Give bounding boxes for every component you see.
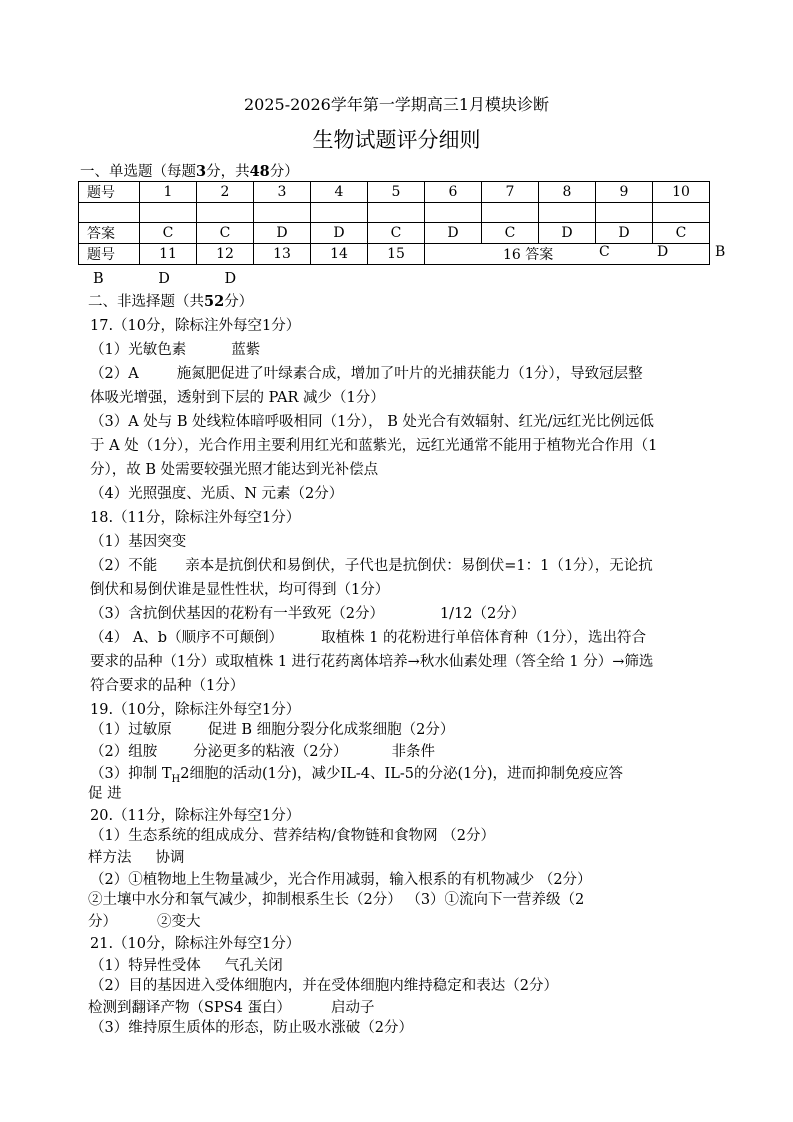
table-cell: [368, 203, 425, 223]
q17-part3-cont2: 分），故 B 处需要较强光照才能达到光补偿点: [90, 462, 379, 478]
subject-title: 生物试题评分细则: [312, 128, 481, 152]
q16-answer: C: [599, 244, 610, 260]
table-cell: 9: [596, 182, 653, 203]
table-cell: 题号: [79, 244, 140, 265]
table-cell: [539, 203, 596, 223]
overflow-answer: B: [93, 271, 104, 287]
q18-part4: （4） A、b（顺序不可颠倒） 取植株 1 的花粉进行单倍体育种（1分），选出符合: [90, 630, 647, 646]
q17-heading: 17.（10分，除标注外每空1分）: [90, 318, 301, 334]
table-cell: [79, 203, 140, 223]
overflow-answer: D: [224, 271, 237, 287]
table-cell: 12: [197, 244, 254, 265]
q16-label: 16 答案: [503, 247, 554, 263]
table-cell: [254, 203, 311, 223]
answer-table: [78, 181, 726, 265]
table-cell: [482, 203, 539, 223]
table-cell: 3: [254, 182, 311, 203]
table-row: [79, 182, 710, 203]
table-cell: C: [197, 223, 254, 244]
table-cell: C: [140, 223, 197, 244]
table-cell: D: [596, 223, 653, 244]
q18-part2: （2）不能 亲本是抗倒伏和易倒伏，子代也是抗倒伏：易倒伏=1：1（1分），无论抗: [90, 558, 653, 574]
q21-part3: （3）维持原生质体的形态，防止吸水涨破（2分）: [90, 1020, 413, 1036]
q18-part3: （3）含抗倒伏基因的花粉有一半致死（2分） 1/12（2分）: [90, 606, 526, 622]
table-cell-merged: [425, 244, 726, 265]
table-cell: 7: [482, 182, 539, 203]
table-cell: D: [254, 223, 311, 244]
q20-part1-cont: 样方法 协调: [88, 850, 185, 866]
q17-part1: （1）光敏色素 蓝紫: [90, 342, 261, 358]
table-cell: 题号: [79, 182, 140, 203]
table-cell: [197, 203, 254, 223]
table-cell: 13: [254, 244, 311, 265]
q20-part2: （2）①植物地上生物量减少，光合作用减弱，输入根系的有机物减少 （2分）: [90, 872, 592, 888]
q18-answer: B: [715, 244, 726, 260]
q17-part2-cont: 体吸光增强，透射到下层的 PAR 减少（1分）: [90, 390, 385, 406]
q19-part3: （3）抑制 $T_H2$细胞的活动(1分)，减少IL-4、IL-5的分泌(1分)，进而抑制免疫应答: [90, 766, 624, 785]
q20-part1: （1）生态系统的组成成分、营养结构/食物链和食物网 （2分）: [90, 828, 495, 844]
table-cell: C: [482, 223, 539, 244]
table-cell: [596, 203, 653, 223]
table-overflow-answers: [93, 269, 236, 289]
section1-heading: 一、单选题（每题3分，共48分）: [80, 163, 299, 180]
q21-heading: 21.（10分，除标注外每空1分）: [90, 936, 301, 952]
table-row: [79, 244, 710, 265]
table-row: [79, 223, 710, 244]
q19-part2: （2）组胺 分泌更多的粘液（2分） 非条件: [90, 744, 435, 760]
q17-part3-cont: 于 A 处（1分），光合作用主要利用红光和蓝紫光，远红光通常不能用于植物光合作用（1: [90, 438, 658, 454]
table-cell: [140, 203, 197, 223]
table-cell: 2: [197, 182, 254, 203]
table-cell: D: [311, 223, 368, 244]
table-cell: D: [425, 223, 482, 244]
table-cell: [425, 203, 482, 223]
table-cell: 答案: [79, 223, 140, 244]
table-row: [79, 203, 710, 223]
q18-heading: 18.（11分，除标注外每空1分）: [90, 510, 301, 526]
table-cell: 5: [368, 182, 425, 203]
q18-part2-cont: 倒伏和易倒伏谁是显性性状，均可得到（1分）: [90, 582, 390, 598]
q18-part1: （1）基因突变: [90, 534, 187, 550]
overflow-answer: D: [158, 271, 170, 287]
q20-part2-cont2: 分） ②变大: [88, 914, 201, 930]
q17-part4: （4）光照强度、光质、N 元素（2分）: [90, 486, 344, 502]
q17-part3: （3）A 处与 B 处线粒体暗呼吸相同（1分）， B 处光合有效辐射、红光/远红光比例远低: [90, 414, 654, 430]
table-cell: 15: [368, 244, 425, 265]
q20-part2-cont: ②土壤中水分和氧气减少，抑制根系生长（2分） （3）①流向下一营养级（2: [88, 892, 585, 908]
section2-heading: 二、非选择题（共52分）: [88, 293, 254, 310]
table-cell: 1: [140, 182, 197, 203]
table-cell: C: [368, 223, 425, 244]
table-cell: 10: [653, 182, 710, 203]
q17-answer: D: [657, 244, 669, 260]
q21-part2: （2）目的基因进入受体细胞内，并在受体细胞内维持稳定和表达（2分）: [90, 978, 558, 994]
table-cell: D: [539, 223, 596, 244]
q19-part1: （1）过敏原 促进 B 细胞分裂分化成浆细胞（2分）: [90, 722, 455, 738]
exam-title: 2025-2026学年第一学期高三1月模块诊断: [243, 95, 550, 114]
table-cell: [653, 203, 710, 223]
q18-part4-cont: 要求的品种（1分）或取植株 1 进行花药离体培养→秋水仙素处理（答全给 1 分）→筛选: [90, 654, 654, 670]
table-cell: C: [653, 223, 710, 244]
q21-part1: （1）特异性受体 气孔关闭: [90, 958, 283, 974]
q18-part4-cont2: 符合要求的品种（1分）: [90, 678, 245, 694]
q17-part2: （2）A 施氮肥促进了叶绿素合成，增加了叶片的光捕获能力（1分），导致冠层整: [90, 366, 643, 382]
table-cell: 11: [140, 244, 197, 265]
q20-heading: 20.（11分，除标注外每空1分）: [90, 808, 301, 824]
q19-heading: 19.（10分，除标注外每空1分）: [90, 702, 301, 718]
table-cell: 4: [311, 182, 368, 203]
table-cell: 6: [425, 182, 482, 203]
table-cell: 14: [311, 244, 368, 265]
table-cell: [311, 203, 368, 223]
table-cell: 8: [539, 182, 596, 203]
q19-part3-cont: 促 进: [88, 786, 122, 802]
q21-part2-cont: 检测到翻译产物（SPS4 蛋白） 启动子: [88, 1000, 375, 1016]
